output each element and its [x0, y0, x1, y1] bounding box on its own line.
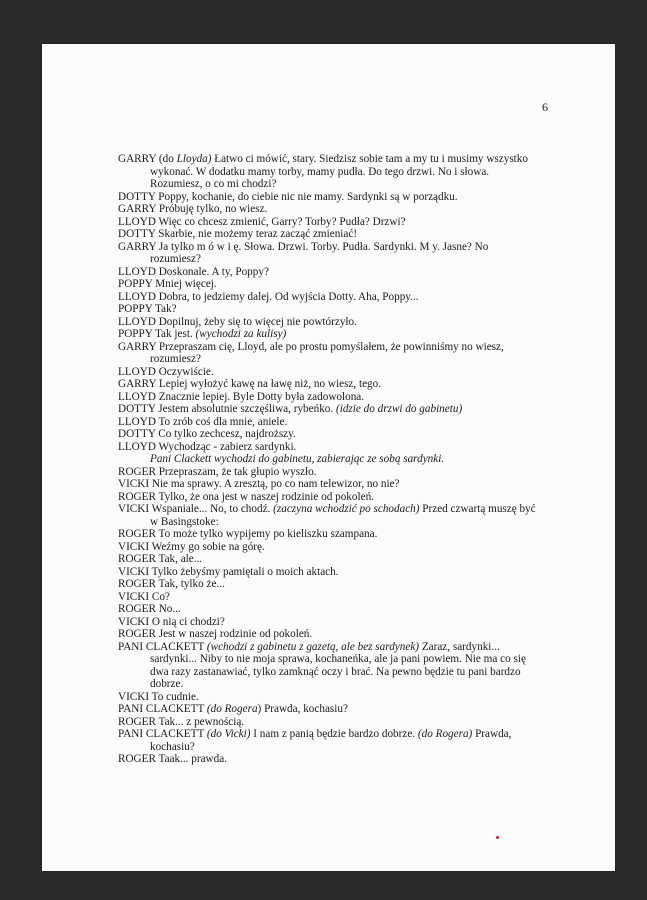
dialogue-text: wykonać. W dodatku mamy torby, mamy pudła. Do tego drzwi. No i słowa.	[150, 165, 490, 178]
dialogue-text: DOTTY Jestem absolutnie szczęśliwa, rybeńko.	[118, 403, 336, 415]
dialogue-text: I nam z panią będzie bardzo dobrze.	[250, 728, 418, 740]
script-line	[118, 191, 538, 204]
dialogue-text: PANI CLACKETT	[118, 640, 207, 653]
stage-direction: (wchodzi z gabinetu z gazetą, ale bez sardynek)	[206, 640, 420, 653]
script-line	[118, 678, 538, 691]
dialogue-text: sardynki... Niby to nie moja sprawa, kochaneńka, ale ja pani powiem. Nie ma co się	[150, 653, 526, 665]
script-line	[118, 303, 538, 316]
dialogue-text: rozumiesz?	[150, 253, 201, 265]
dialogue-text: VICKI Nie ma sprawy. A zresztą, po co nam telewizor, no nie?	[118, 478, 400, 490]
dialogue-text: ROGER Tak, tylko że...	[118, 578, 225, 590]
dialogue-text: VICKI To cudnie.	[118, 690, 199, 703]
script-line	[118, 516, 538, 529]
script-line	[118, 466, 538, 479]
script-line	[118, 166, 538, 179]
dialogue-text: LLOYD Dopilnuj, żeby się to więcej nie powtórzyło.	[118, 315, 357, 328]
script-line	[118, 391, 538, 404]
dialogue-text: VICKI Tylko żebyśmy pamiętali o moich aktach.	[118, 565, 339, 578]
script-line	[118, 178, 538, 191]
dialogue-text: rozumiesz?	[150, 353, 201, 365]
dialogue-text: GARRY Przepraszam cię, Lloyd, ale po prostu pomyślałem, że powinniśmy no wiesz,	[118, 340, 504, 353]
dialogue-text: DOTTY Skarbie, nie możemy teraz zacząć zmieniać!	[118, 228, 358, 240]
script-line	[118, 666, 538, 679]
dialogue-text: GARRY Próbuję tylko, no wiesz.	[118, 203, 268, 215]
dialogue-text: ROGER Tak... z pewnością.	[118, 715, 245, 728]
script-text	[118, 153, 538, 766]
stage-direction: Lloyda)	[176, 153, 212, 165]
script-line	[118, 591, 538, 604]
stage-direction: (do Rogera	[206, 703, 258, 715]
stage-direction: (do Vicki)	[206, 728, 251, 740]
stage-direction: (do Rogera)	[417, 728, 473, 740]
script-line	[118, 728, 538, 741]
script-line	[118, 428, 538, 441]
script-line	[118, 478, 538, 491]
dialogue-text: VICKI Weźmy go sobie na górę.	[118, 540, 265, 553]
script-line	[118, 578, 538, 591]
dialogue-text: ROGER Tak, ale...	[118, 553, 203, 565]
dialogue-text: DOTTY Co tylko zechcesz, najdroższy.	[118, 428, 296, 440]
script-line	[118, 628, 538, 641]
dialogue-text: LLOYD Dobra, to jedziemy dalej. Od wyjścia Dotty. Aha, Poppy...	[118, 290, 419, 303]
script-line	[118, 328, 538, 341]
dialogue-text: VICKI O nią ci chodzi?	[118, 615, 225, 628]
dialogue-text: DOTTY Poppy, kochanie, do ciebie nic nie mamy. Sardynki są w porządku.	[118, 190, 458, 203]
script-line	[118, 366, 538, 379]
dialogue-text: kochasiu?	[150, 740, 195, 753]
script-line	[118, 753, 538, 766]
dialogue-text: LLOYD Znacznie lepiej. Byle Dotty była zadowolona.	[118, 390, 365, 403]
script-line	[118, 541, 538, 554]
stage-direction: (zaczyna wchodzić po schodach)	[273, 503, 420, 515]
script-line	[118, 503, 538, 516]
dialogue-text: GARRY (do	[118, 153, 177, 165]
dialogue-text: GARRY Ja tylko m ó w i ę. Słowa. Drzwi. Torby. Pudła. Sardynki. M y. Jasne? No	[118, 240, 489, 253]
dialogue-text: VICKI Co?	[118, 590, 170, 603]
script-line	[118, 528, 538, 541]
dialogue-text: ROGER Tylko, że ona jest w naszej rodzinie od pokoleń.	[118, 490, 374, 503]
script-line	[118, 203, 538, 216]
dialogue-text: Przed czwartą muszę być	[419, 503, 536, 515]
red-mark	[496, 836, 499, 839]
dialogue-text: ) Prawda, kochasiu?	[257, 703, 348, 715]
dialogue-text: POPPY Mniej więcej.	[118, 278, 217, 290]
dialogue-text: Rozumiesz, o co mi chodzi?	[150, 178, 277, 190]
script-line	[118, 278, 538, 291]
script-line	[118, 291, 538, 304]
dialogue-text: dwa razy zastanawiać, tylko zamknąć oczy i brać. Na pewno będzie tu pani bardzo	[150, 665, 521, 678]
dialogue-text: Łatwo ci mówić, stary. Siedzisz sobie tam a my tu i musimy wszystko	[211, 153, 528, 165]
document-page	[42, 44, 615, 871]
script-line	[118, 716, 538, 729]
dialogue-text: ROGER Taak... prawda.	[118, 753, 227, 765]
script-line	[118, 153, 538, 166]
script-line	[118, 378, 538, 391]
dialogue-text: LLOYD To zrób coś dla mnie, aniele.	[118, 415, 288, 428]
dialogue-text: LLOYD Oczywiście.	[118, 365, 214, 378]
stage-direction: Pani Clackett wychodzi do gabinetu, zabierając ze sobą sardynki.	[150, 453, 445, 465]
dialogue-text: LLOYD Więc co chcesz zmienić, Garry? Torby? Pudła? Drzwi?	[118, 215, 406, 228]
dialogue-text: GARRY Lepiej wyłożyć kawę na ławę niż, no wiesz, tego.	[118, 378, 382, 390]
script-line	[118, 241, 538, 254]
script-line	[118, 266, 538, 279]
dialogue-text: ROGER Jest w naszej rodzinie od pokoleń.	[118, 628, 313, 640]
script-line	[118, 341, 538, 354]
stage-direction: (idzie do drzwi do gabinetu)	[336, 403, 463, 415]
dialogue-text: POPPY Tak?	[118, 303, 177, 315]
script-line	[118, 253, 538, 266]
dialogue-text: dobrze.	[150, 678, 184, 690]
script-line	[118, 453, 538, 466]
script-line	[118, 703, 538, 716]
dialogue-text: PANI CLACKETT	[118, 703, 207, 715]
script-line	[118, 228, 538, 241]
script-line	[118, 416, 538, 429]
script-line	[118, 653, 538, 666]
page-number: 6	[542, 100, 548, 114]
script-line	[118, 491, 538, 504]
dialogue-text: w Basingstoke:	[150, 515, 219, 528]
dialogue-text: PANI CLACKETT	[118, 728, 207, 740]
dialogue-text: ROGER To może tylko wypijemy po kieliszku szampana.	[118, 528, 378, 540]
dialogue-text: LLOYD Wychodząc - zabierz sardynki.	[118, 440, 297, 453]
dialogue-text: ROGER No...	[118, 603, 181, 615]
script-line	[118, 316, 538, 329]
script-line	[118, 553, 538, 566]
script-line	[118, 566, 538, 579]
script-line	[118, 403, 538, 416]
script-line	[118, 741, 538, 754]
dialogue-text: Zaraz, sardynki...	[419, 640, 500, 653]
stage-direction: (wychodzi za kulisy)	[195, 328, 287, 340]
dialogue-text: POPPY Tak jest.	[118, 328, 196, 340]
dialogue-text: LLOYD Doskonale. A ty, Poppy?	[118, 265, 269, 278]
script-line	[118, 691, 538, 704]
script-line	[118, 216, 538, 229]
script-line	[118, 641, 538, 654]
script-line	[118, 616, 538, 629]
dialogue-text: VICKI Wspaniale... No, to chodź.	[118, 503, 274, 515]
script-line	[118, 603, 538, 616]
dialogue-text: Prawda,	[472, 728, 512, 740]
script-line	[118, 353, 538, 366]
script-line	[118, 441, 538, 454]
dialogue-text: ROGER Przepraszam, że tak głupio wyszło.	[118, 465, 317, 478]
